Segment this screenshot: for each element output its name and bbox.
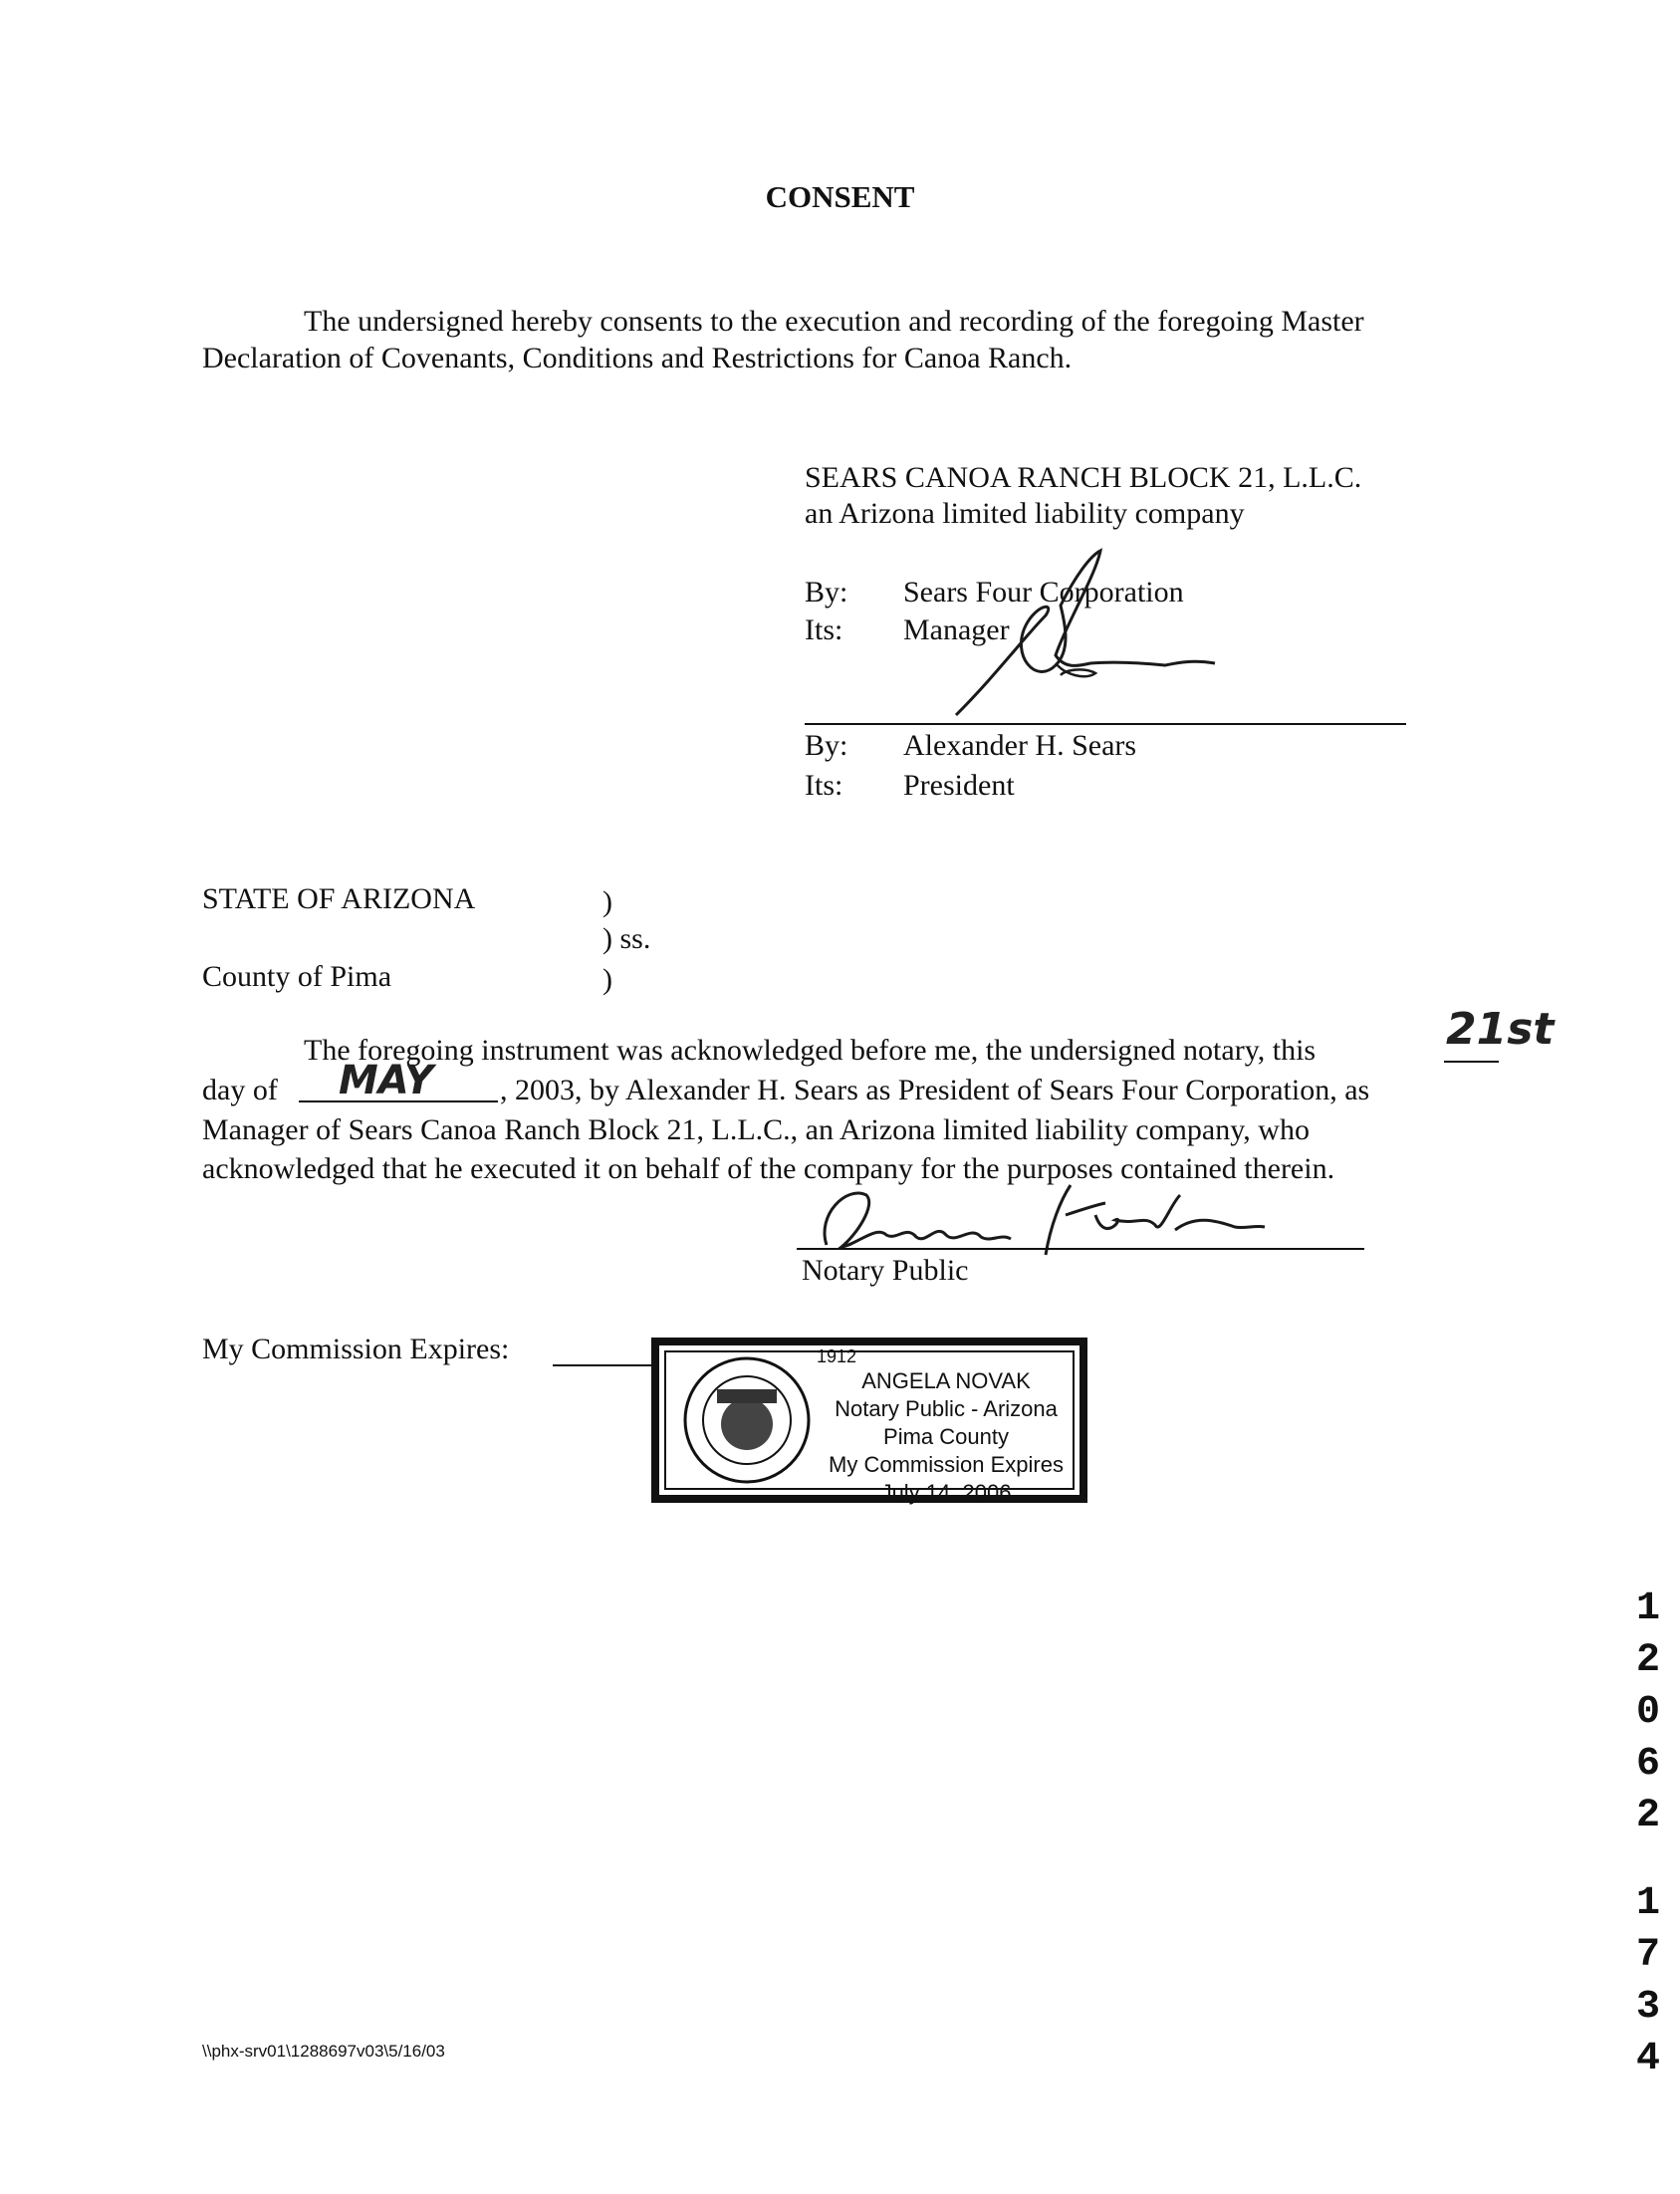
day-blank-line xyxy=(1444,1061,1499,1063)
by-label-1: By: xyxy=(805,576,848,609)
notary-public-label: Notary Public xyxy=(802,1254,969,1287)
its-value-2: President xyxy=(903,769,1015,802)
ack-day-handwritten: 21st xyxy=(1446,1004,1555,1055)
document-title: CONSENT xyxy=(765,179,915,214)
margin-digit: 4 xyxy=(1635,2037,1660,2081)
venue-paren-1: ) xyxy=(602,885,612,918)
signature-notary xyxy=(797,1175,1275,1265)
intro-line-2: Declaration of Covenants, Conditions and Restrictions for Canoa Ranch. xyxy=(202,342,1073,374)
ack-line-3: Manager of Sears Canoa Ranch Block 21, L.L.C., an Arizona limited liability company, who xyxy=(202,1113,1310,1146)
ack-month-handwritten: MAY xyxy=(339,1058,434,1103)
stamp-seal-year: 1912 xyxy=(817,1346,857,1366)
signature-line-notary xyxy=(797,1248,1364,1250)
margin-digit: 0 xyxy=(1635,1690,1660,1735)
intro-line-1: The undersigned hereby consents to the execution and recording of the foregoing Master xyxy=(304,305,1364,338)
margin-digit: 1 xyxy=(1635,1586,1660,1631)
venue-ss: ) ss. xyxy=(602,922,651,955)
by-value-2: Alexander H. Sears xyxy=(903,729,1137,762)
ack-line-2-prefix: day of xyxy=(202,1074,278,1106)
margin-digit: 3 xyxy=(1635,1985,1660,2030)
stamp-line-5: July 14, 2006 xyxy=(880,1480,1012,1505)
company-name: SEARS CANOA RANCH BLOCK 21, L.L.C. xyxy=(805,461,1362,494)
venue-paren-3: ) xyxy=(602,963,612,996)
ack-line-1: The foregoing instrument was acknowledged before me, the undersigned notary, this xyxy=(304,1034,1317,1067)
margin-digit: 7 xyxy=(1635,1933,1660,1978)
stamp-line-4: My Commission Expires xyxy=(829,1452,1064,1477)
month-blank-line xyxy=(299,1100,498,1102)
margin-digit: 6 xyxy=(1635,1742,1660,1787)
stamp-line-3: Pima County xyxy=(883,1424,1009,1449)
its-value-1: Manager xyxy=(903,613,1010,646)
signature-line-sears xyxy=(805,723,1406,725)
its-label-1: Its: xyxy=(805,613,843,646)
margin-digit: 1 xyxy=(1635,1881,1660,1926)
commission-line xyxy=(553,1364,652,1366)
venue-county: County of Pima xyxy=(202,960,392,993)
margin-digit: 2 xyxy=(1635,1794,1660,1838)
by-label-2: By: xyxy=(805,729,848,762)
by-value-1: Sears Four Corporation xyxy=(903,576,1184,609)
company-description: an Arizona limited liability company xyxy=(805,497,1245,530)
its-label-2: Its: xyxy=(805,769,843,802)
signature-sears xyxy=(916,546,1235,725)
footer-file-path: \\phx-srv01\1288697v03\5/16/03 xyxy=(202,2042,445,2061)
stamp-name: ANGELA NOVAK xyxy=(861,1368,1031,1393)
venue-state: STATE OF ARIZONA xyxy=(202,882,476,915)
stamp-line-2: Notary Public - Arizona xyxy=(835,1396,1058,1421)
ack-line-2-suffix: , 2003, by Alexander H. Sears as President of Sears Four Corporation, as xyxy=(500,1074,1370,1106)
notary-stamp xyxy=(647,1330,1095,1509)
ack-line-4: acknowledged that he executed it on behalf of the company for the purposes contained therein. xyxy=(202,1152,1335,1185)
margin-recording-number xyxy=(1628,1584,1668,2085)
margin-digit: 2 xyxy=(1635,1638,1660,1683)
commission-expires-label: My Commission Expires: xyxy=(202,1333,510,1365)
